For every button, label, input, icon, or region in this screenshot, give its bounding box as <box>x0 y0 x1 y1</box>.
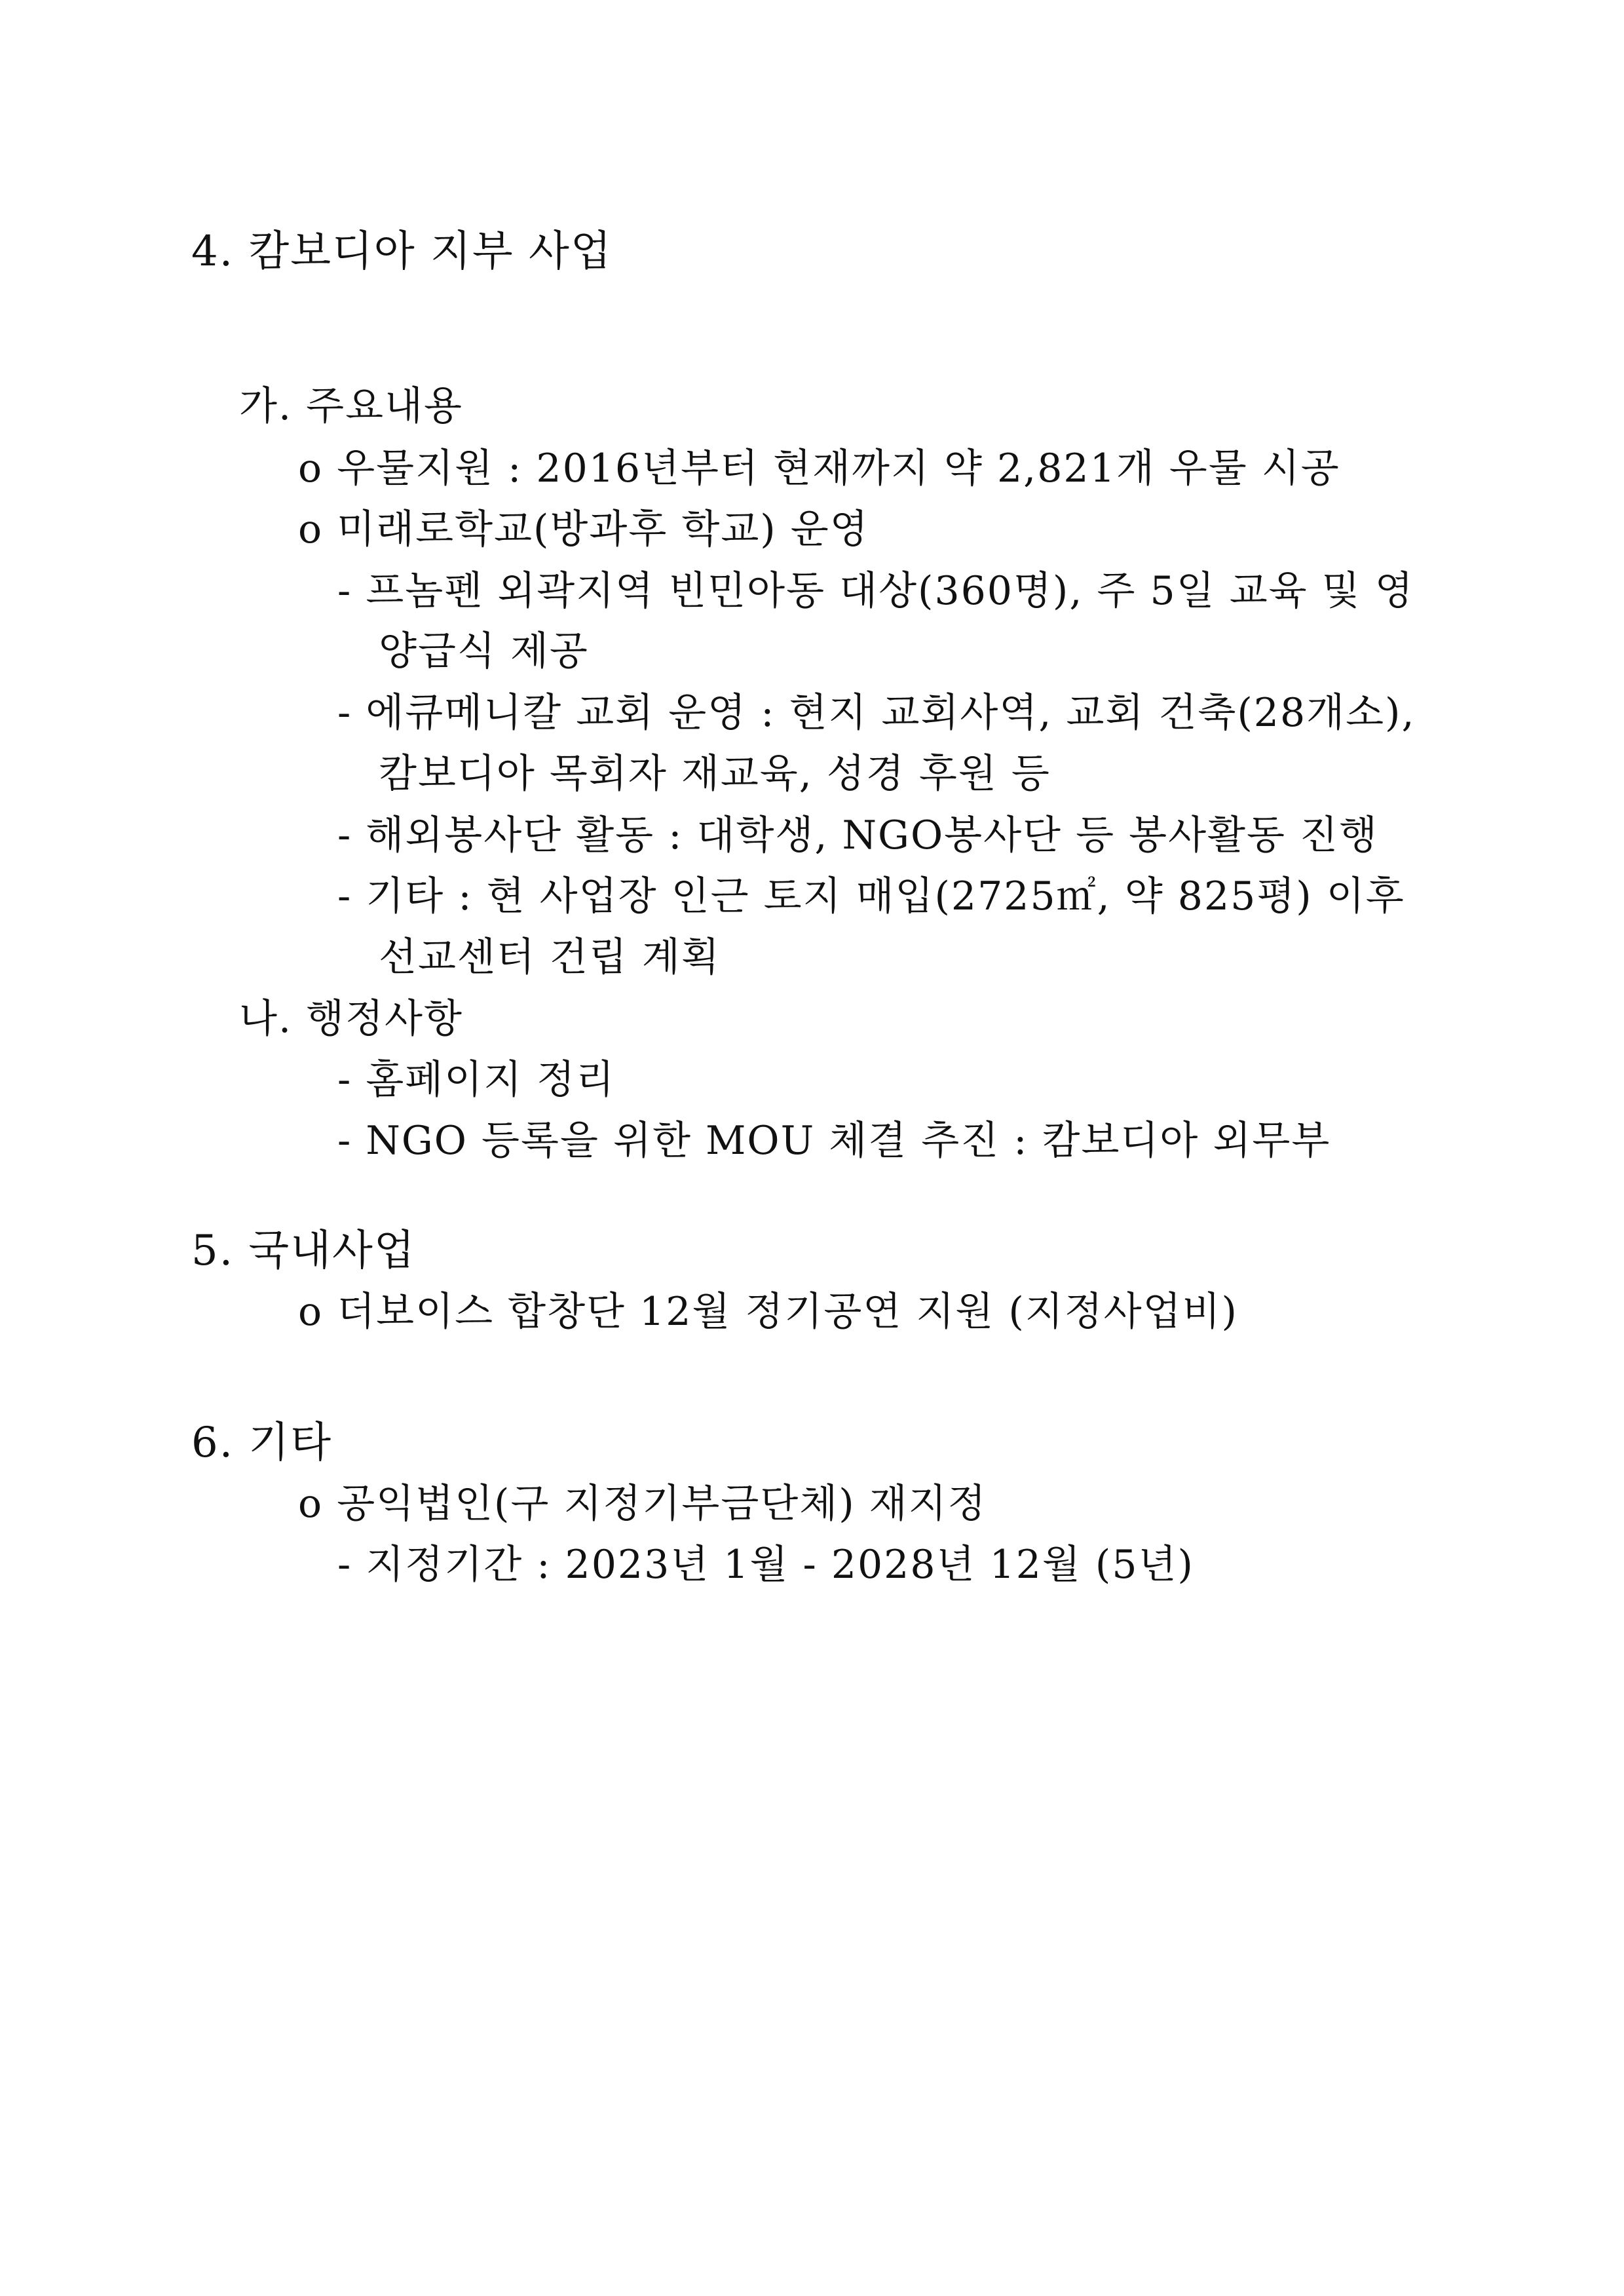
section-6-heading: 6. 기타 <box>191 1419 333 1467</box>
school-detail-line-2: 양급식 제공 <box>379 628 589 674</box>
volunteer-item: - 해외봉사단 활동 : 대학생, NGO봉사단 등 봉사활동 진행 <box>337 813 1378 858</box>
ngo-mou-item: - NGO 등록을 위한 MOU 체결 추진 : 캄보디아 외무부 <box>337 1118 1331 1164</box>
choir-support-item: o 더보이스 합창단 12월 정기공연 지원 (지정사업비) <box>298 1289 1238 1335</box>
well-support-item: o 우물지원 : 2016년부터 현재까지 약 2,821개 우물 시공 <box>298 446 1340 491</box>
ecumenical-church-line-2: 캄보디아 목회자 재교육, 성경 후원 등 <box>379 751 1051 797</box>
mirae-school-item: o 미래로학교(방과후 학교) 운영 <box>298 507 869 552</box>
land-purchase-line-2: 선교센터 건립 계획 <box>379 934 721 980</box>
public-corp-item: o 공익법인(구 지정기부금단체) 재지정 <box>298 1481 987 1527</box>
land-purchase-line-1: - 기타 : 현 사업장 인근 토지 매입(2725㎡, 약 825평) 이후 <box>337 873 1405 919</box>
homepage-item: - 홈페이지 정리 <box>337 1057 616 1103</box>
school-detail-line-1: - 프놈펜 외곽지역 빈민아동 대상(360명), 주 5일 교육 및 영 <box>337 568 1414 614</box>
section-4b-heading: 나. 행정사항 <box>239 996 463 1042</box>
section-5-heading: 5. 국내사업 <box>191 1227 416 1275</box>
section-4a-heading: 가. 주요내용 <box>239 383 463 429</box>
section-4-heading: 4. 캄보디아 지부 사업 <box>191 227 613 276</box>
designation-period-item: - 지정기간 : 2023년 1월 - 2028년 12월 (5년) <box>337 1542 1194 1588</box>
ecumenical-church-line-1: - 에큐메니칼 교회 운영 : 현지 교회사역, 교회 건축(28개소), <box>337 690 1416 736</box>
